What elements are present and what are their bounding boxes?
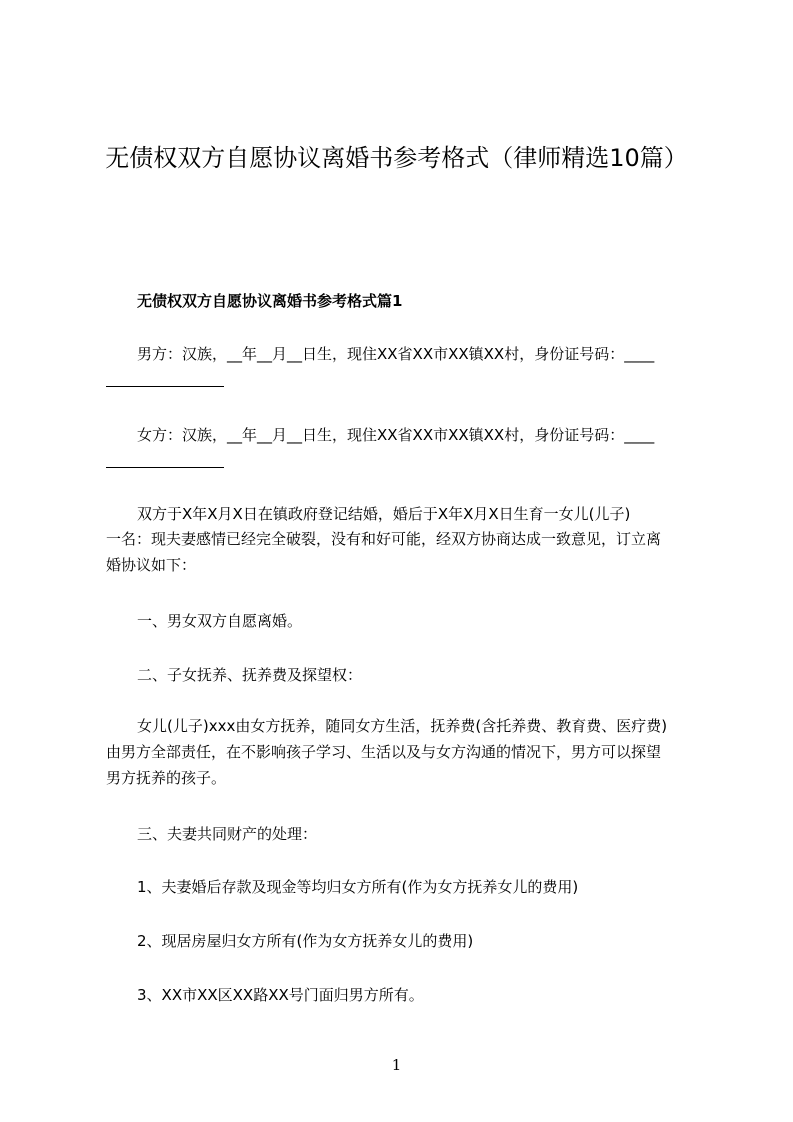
custody-line-3: 男方抚养的孩子。 <box>106 769 227 787</box>
female-party-line: 女方：汉族，__年__月__日生，现住XX省XX市XX镇XX村，身份证号码：____ <box>137 426 655 444</box>
clause-3: 三、夫妻共同财产的处理： <box>137 825 318 843</box>
custody-line-2: 由男方全部责任，在不影响孩子学习、生活以及与女方沟通的情况下，男方可以探望 <box>106 743 662 761</box>
intro-line-3: 婚协议如下： <box>106 556 197 574</box>
document-title: 无债权双方自愿协议离婚书参考格式（律师精选10篇） <box>105 144 688 172</box>
clause-2: 二、子女抚养、抚养费及探望权： <box>137 666 363 684</box>
custody-line-1: 女儿(儿子)xxx由女方抚养，随同女方生活，抚养费(含托养费、教育费、医疗费) <box>137 717 668 735</box>
id-number-underline-male <box>106 386 224 387</box>
property-item-1: 1、夫妻婚后存款及现金等均归女方所有(作为女方抚养女儿的费用) <box>137 878 579 896</box>
clause-1: 一、男女双方自愿离婚。 <box>137 612 303 630</box>
male-party-line: 男方：汉族，__年__月__日生，现住XX省XX市XX镇XX村，身份证号码：____ <box>137 345 655 363</box>
intro-line-2: 一名：现夫妻感情已经完全破裂，没有和好可能，经双方协商达成一致意见，订立离 <box>106 530 662 548</box>
property-item-3: 3、XX市XX区XX路XX号门面归男方所有。 <box>137 986 424 1004</box>
property-item-2: 2、现居房屋归女方所有(作为女方抚养女儿的费用) <box>137 932 474 950</box>
id-number-underline-female <box>106 467 224 468</box>
page-number: 1 <box>391 1056 402 1074</box>
intro-line-1: 双方于X年X月X日在镇政府登记结婚，婚后于X年X月X日生育一女儿(儿子) <box>137 505 631 523</box>
section-title: 无债权双方自愿协议离婚书参考格式篇1 <box>137 292 403 310</box>
